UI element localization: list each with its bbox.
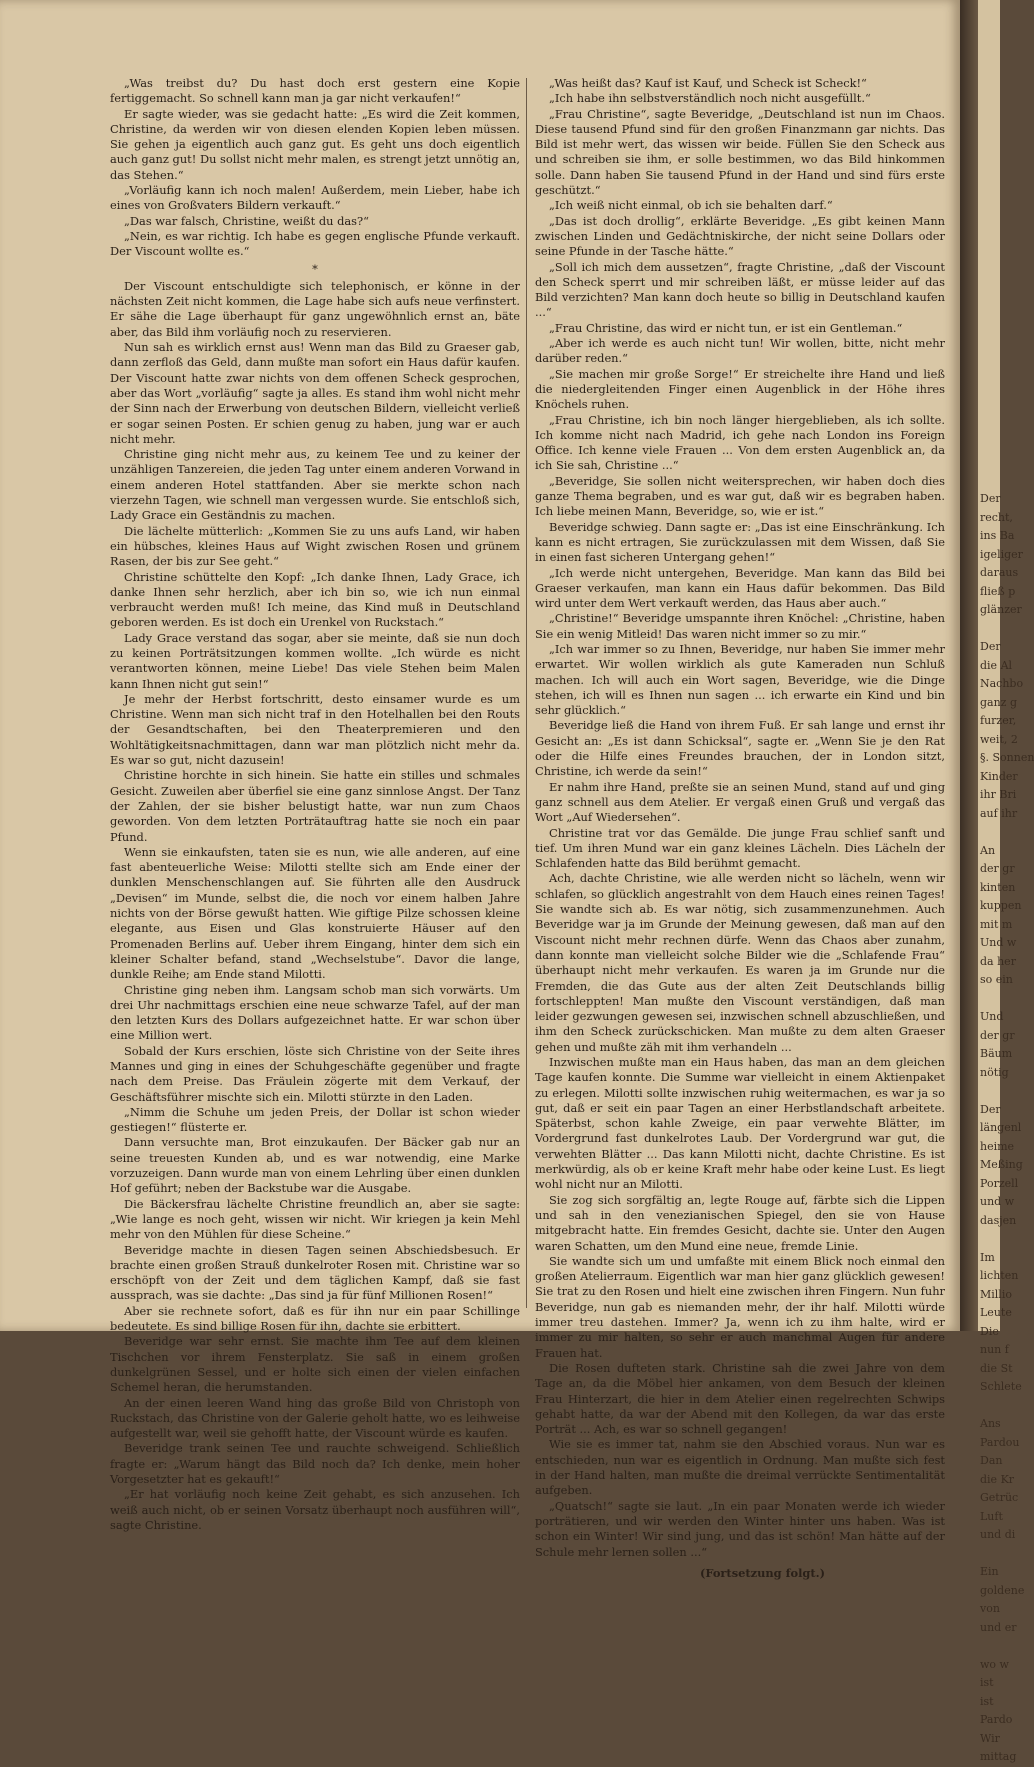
- paragraph: Der Viscount entschuldigte sich telephonisch, er könne in der nächsten Zeit nicht kommen, die Lage habe sich aufs neue verfinstert. Er sähe die Lage überhaupt für ganz ungewöhnlich ernst an, bäte aber, das Bild ihm vorläufig noch zu reservieren.: [110, 278, 520, 339]
- fragment-line: Dan: [980, 1454, 1003, 1467]
- fragment-line: ist: [980, 1694, 994, 1708]
- fragment-line: ihr Bri: [980, 788, 1017, 801]
- paragraph: Die Bäckersfrau lächelte Christine freundlich an, aber sie sagte: „Wie lange es noch geht, wissen wir nicht. Wir kriegen ja kein Mehl mehr von den Mühlen für diese Scheine.“: [110, 1196, 520, 1242]
- right-text-column: [535, 76, 945, 1581]
- fragment-line: der gr: [980, 1028, 1015, 1042]
- section-separator: *: [312, 261, 318, 276]
- paragraph: Beveridge ließ die Hand von ihrem Fuß. Er sah lange und ernst ihr Gesicht an: „Es ist dann Schicksal“, sagte er. „Wenn Sie je den Rat oder die Hilfe eines Freundes brauchen, der in London sitzt, Christine, ich werde da sein!“: [535, 718, 945, 779]
- fragment-line: Der: [980, 492, 1001, 505]
- paragraph: Wenn sie einkaufsten, taten sie es nun, wie alle anderen, auf eine fast abenteuerliche Weise: Milotti stellte sich am Ende einer der dunklen Menschenschlangen auf. Sie führten alle den Ausdruck „Devisen“ im Munde, selbst die, die noch vor einem halben Jahre nichts von der Börse gewußt hatten. Wie giftige Pilze schossen kleine elegante, aus Eisen und Glas konstruierte Häuser auf den Promenaden Berlins auf. Ueber ihrem Eingang, hinter dem sich ein kleiner Schalter befand, stand „Wechselstube“. Davor die lange, dunkle Reihe; am Ende stand Milotti.: [110, 844, 520, 982]
- fragment-line: der gr: [980, 862, 1015, 875]
- fragment-line: Ans: [980, 1417, 1001, 1430]
- fragment-line: mittag: [980, 1750, 1017, 1763]
- fragment-line: die St: [980, 1361, 1013, 1375]
- fragment-line: Meßing: [980, 1158, 1023, 1171]
- paragraph: Christine trat vor das Gemälde. Die junge Frau schlief sanft und tief. Um ihren Mund war ein ganz kleines Lächeln. Dies Lächeln der Schlafenden hatte das Bild berühmt gemacht.: [535, 825, 945, 871]
- fragment-line: und er: [980, 1620, 1017, 1634]
- fragment-line: Nachbo: [980, 677, 1024, 690]
- fragment-line: [980, 1082, 1000, 1101]
- paragraph: Aber sie rechnete sofort, daß es für ihn nur ein paar Schillinge bedeutete. Es sind billige Rosen für ihn, dachte sie erbittert.: [110, 1303, 520, 1334]
- fragment-line: die Kr: [980, 1472, 1015, 1486]
- column-divider: [526, 78, 527, 1308]
- fragment-line: lichten: [980, 1269, 1019, 1282]
- fragment-line: Und w: [980, 936, 1017, 949]
- fragment-line: daraus: [980, 566, 1019, 579]
- paragraph: Inzwischen mußte man ein Haus haben, das man an dem gleichen Tage kaufen konnte. Die Summe war vielleicht in einem Aktienpaket zu erlegen. Milotti sollte inzwischen ruhig weitermachen, es war ja so gut, daß er seit ein paar Tagen an einer Herbstlandschaft arbeitete. Späterbst, schon kahle Zweige, ein paar verwehte Blätter, im Vordergrund fast dunkelrotes Laub. Der Vordergrund war gut, die verwehten Blätter ... Das kann Milotti nicht, dachte Christine. Es ist merkwürdig, als ob er keine Kraft mehr habe oder keine Lust. Es liegt wohl nicht nur an Milotti.: [535, 1055, 945, 1192]
- paragraph: Beveridge schwieg. Dann sagte er: „Das ist eine Einschränkung. Ich kann es nicht ertragen, Sie zurückzulassen mit dem Wissen, daß Sie in einen fast sicheren Untergang gehen!“: [535, 519, 945, 565]
- fragment-line: ins Ba: [980, 529, 1015, 542]
- paragraph: „Christine!“ Beveridge umspannte ihren Knöchel: „Christine, haben Sie ein wenig Mitleid! Das waren nicht immer so zu mir.“: [535, 611, 945, 641]
- fragment-line: weit, 2: [980, 732, 1018, 746]
- paragraph: „Nimm die Schuhe um jeden Preis, der Dollar ist schon wieder gestiegen!“ flüsterte er.: [110, 1104, 520, 1135]
- fragment-line: Kinder: [980, 769, 1018, 783]
- fragment-line: Wir: [980, 1731, 1000, 1745]
- paragraph: Christine ging nicht mehr aus, zu keinem Tee und zu keiner der unzähligen Tanzereien, die jeden Tag unter einem anderen Vorwand in einem anderen Hotel stattfanden. Aber sie merkte schon nach vierzehn Tagen, wie schnell man vergessen wurde. Sie entschloß sich, Lady Grace ein Geständnis zu machen.: [110, 447, 520, 523]
- paragraph: Er nahm ihre Hand, preßte sie an seinen Mund, stand auf und ging ganz schnell aus dem Atelier. Er vergaß einen Gruß und vergaß das Wort „Auf Wiedersehen“.: [535, 779, 945, 825]
- fragment-line: furzer,: [980, 714, 1017, 727]
- fragment-line: [980, 1545, 1000, 1564]
- paragraph: „Sie machen mir große Sorge!“ Er streichelte ihre Hand und ließ die niedergleitenden Finger einen Augenblick in der Höhe ihres Knöchels ruhen.: [535, 366, 945, 412]
- fragment-line: mit m: [980, 917, 1013, 931]
- fragment-line: wo w: [980, 1657, 1009, 1671]
- paragraph: „Ich habe ihn selbstverständlich noch nicht ausgefüllt.“: [549, 91, 871, 106]
- paragraph: „Frau Christine“, sagte Beveridge, „Deutschland ist nun im Chaos. Diese tausend Pfund sind für den großen Finanzmann gar nichts. Das Bild ist mehr wert, das wissen wir beide. Füllen Sie den Scheck aus und schreiben sie ihm, er solle bestimmen, wo das Bild hinkommen solle. Dann haben Sie tausend Pfund in der Hand und sind fürs erste geschützt.“: [535, 106, 945, 198]
- fragment-line: goldene: [980, 1583, 1025, 1597]
- fragment-line: kinten: [980, 880, 1016, 894]
- fragment-line: Schlete: [980, 1380, 1022, 1393]
- fragment-line: von: [980, 1602, 1000, 1615]
- fragment-line: nun f: [980, 1343, 1009, 1356]
- fragment-line: Der: [980, 1102, 1001, 1116]
- fragment-line: längenl: [980, 1121, 1022, 1134]
- fragment-line: [980, 1637, 1000, 1656]
- fragment-line: Millio: [980, 1287, 1012, 1301]
- fragment-line: [980, 823, 1000, 842]
- fragment-line: Getrüc: [980, 1491, 1019, 1504]
- fragment-line: da her: [980, 954, 1016, 968]
- paragraph: Lady Grace verstand das sogar, aber sie meinte, daß sie nun doch zu keinen Porträtsitzungen kommen wollte. „Ich würde es nicht verantworten können, meine Liebe! Das viele Stehen beim Malen kann Ihnen nicht gut sein!“: [110, 630, 520, 691]
- fragment-line: [980, 1397, 1000, 1416]
- fragment-line: igeliger: [980, 547, 1023, 561]
- paragraph: Sie zog sich sorgfältig an, legte Rouge auf, färbte sich die Lippen und sah in den venezianischen Spiegel, den sie von Hause mitgebracht hatte. Ein fremdes Gesicht, dachte sie. Unter den Augen waren Schatten, um den Mund eine neue, fremde Linie.: [535, 1192, 945, 1253]
- fragment-line: und di: [980, 1528, 1016, 1541]
- fragment-line: Porzell: [980, 1176, 1019, 1190]
- page-gutter: [960, 0, 978, 1331]
- paragraph: „Frau Christine, ich bin noch länger hiergeblieben, als ich sollte. Ich komme nicht nach Madrid, ich gehe nach London ins Foreign Office. Ich kenne viele Frauen ... Von dem ersten Augenblick an, da ich Sie sah, Christine ...“: [535, 412, 945, 473]
- paragraph: Wie sie es immer tat, nahm sie den Abschied voraus. Nun war es entschieden, nun war es eigentlich in Ordnung. Man mußte sich fest in der Hand halten, man mußte die dreimal verrückte Sentimentalität aufgeben.: [535, 1437, 945, 1498]
- paragraph: „Aber ich werde es auch nicht tun! Wir wollen, bitte, nicht mehr darüber reden.“: [535, 336, 945, 366]
- fragment-line: Der: [980, 640, 1001, 653]
- paragraph: Christine schüttelte den Kopf: „Ich danke Ihnen, Lady Grace, ich danke Ihnen sehr herzlich, aber ich bin so, wie ich nun einmal verbraucht werden muß! Ich meine, das Kind muß in Deutschland geboren werden. Es ist doch ein Urenkel von Ruckstach.“: [110, 569, 520, 630]
- paragraph: Beveridge trank seinen Tee und rauchte schweigend. Schließlich fragte er: „Warum hängt das Bild noch da? Ich denke, mein hoher Vorgesetzter hat es gekauft!“: [110, 1441, 520, 1487]
- fragment-line: Pardo: [980, 1713, 1013, 1726]
- fragment-line: kuppen: [980, 899, 1022, 912]
- fragment-line: Die: [980, 1324, 999, 1338]
- paragraph: „Er hat vorläufig noch keine Zeit gehabt, es sich anzusehen. Ich weiß auch nicht, ob er seinen Vorsatz überhaupt noch ausführen will“, sagte Christine.: [110, 1487, 520, 1532]
- fragment-line: fließ p: [980, 584, 1016, 598]
- fragment-line: [980, 620, 1000, 639]
- fragment-line: Pardou: [980, 1435, 1020, 1449]
- paragraph: Nun sah es wirklich ernst aus! Wenn man das Bild zu Graeser gab, dann zerfloß das Geld, dann mußte man sofort ein Haus dafür kaufen. Der Viscount hatte zwar nichts von dem offenen Scheck gesprochen, aber das Wort „vorläufig“ sagte ja alles. Es stand ihm wohl nicht mehr der Sinn nach der Erwerbung von deutschen Bildern, vielleicht verließ er sogar seinen Posten. Er schien genug zu haben, jung war er auch nicht mehr.: [110, 340, 520, 446]
- fragment-line: Leute: [980, 1306, 1012, 1319]
- paragraph: Er sagte wieder, was sie gedacht hatte: „Es wird die Zeit kommen, Christine, da werden wir von diesen elenden Kopien leben müssen. Sie gehen ja eigentlich auch ganz gut. Es geht uns doch eigentlich auch ganz gut! Du sollst nicht mehr malen, es strengt jetzt unnötig an, das Stehen.“: [110, 106, 520, 182]
- fragment-line: §. Sonnen: [980, 751, 1034, 764]
- fragment-line: und w: [980, 1195, 1015, 1208]
- fragment-line: Bäum: [980, 1047, 1013, 1060]
- paragraph: „Frau Christine, das wird er nicht tun, er ist ein Gentleman.“: [549, 320, 903, 335]
- paragraph: „Das ist doch drollig“, erklärte Beveridge. „Es gibt keinen Mann zwischen Linden und Gedächtniskirche, der nicht seine Dollars oder seine Pfunde in der Tasche hätte.“: [535, 213, 945, 259]
- paragraph: „Das war falsch, Christine, weißt du das?“: [124, 213, 369, 228]
- paragraph: „Ich werde nicht untergehen, Beveridge. Man kann das Bild bei Graeser verkaufen, man kann ein Haus dafür bekommen. Das Bild wird unter dem Wert verkauft werden, das Haus aber auch.“: [535, 565, 945, 611]
- paragraph: „Nein, es war richtig. Ich habe es gegen englische Pfunde verkauft. Der Viscount wollte es.“: [110, 228, 520, 259]
- adjacent-page-text: [978, 0, 1034, 1767]
- fragment-line: ist: [980, 1676, 994, 1689]
- fragment-line: [980, 1230, 1000, 1249]
- paragraph: Ach, dachte Christine, wie alle werden nicht so lächeln, wenn wir schlafen, so glücklich angestrahlt von dem Hauch eines reinen Tages! Sie wandte sich ab. Es war nötig, sich zusammenzunehmen. Auch Beveridge war ja im Grunde der Meinung gewesen, daß man auf den Viscount nicht mehr rechnen dürfe. Wenn das Chaos aber zunahm, dann konnte man vielleicht solche Bilder wie die „Schlafende Frau“ überhaupt nicht mehr verkaufen. Es waren ja im Grunde nur die Fremden, die das Gute aus der alten Zeit Deutschlands billig fortschleppten! Man mußte den Viscount verständigen, daß man leider gezwungen gewesen sei, inzwischen schnell abzuschließen, und ihm den Scheck zurückschicken. Man mußte zu dem alten Graeser gehen und mußte zäh mit ihm verhandeln ...: [535, 871, 945, 1054]
- paragraph: „Quatsch!“ sagte sie laut. „In ein paar Monaten werde ich wieder porträtieren, und wir werden den Winter hinter uns haben. Was ist schon ein Winter! Wir sind jung, und das ist schön! Man hätte auf der Schule mehr lernen sollen ...“: [535, 1498, 945, 1559]
- fragment-line: heime: [980, 1139, 1015, 1153]
- fragment-line: nötig: [980, 1065, 1009, 1079]
- left-text-column: [110, 76, 520, 1533]
- paragraph: Sobald der Kurs erschien, löste sich Christine von der Seite ihres Mannes und ging in eines der Schuhgeschäfte gegenüber und fragte nach dem Preise. Das Fräulein zögerte mit dem Verkauf, der Geschäftsführer mischte sich ein. Milotti stürzte in den Laden.: [110, 1043, 520, 1104]
- paragraph: „Was heißt das? Kauf ist Kauf, und Scheck ist Scheck!“: [549, 76, 867, 90]
- paragraph: „Ich weiß nicht einmal, ob ich sie behalten darf.“: [549, 198, 833, 213]
- paragraph: „Beveridge, Sie sollen nicht weitersprechen, wir haben doch dies ganze Thema begraben, und es war gut, daß wir es begraben haben. Ich liebe meinen Mann, Beveridge, so, wie er ist.“: [535, 473, 945, 519]
- fragment-line: die Al: [980, 658, 1013, 672]
- fragment-line: so ein: [980, 973, 1013, 986]
- paragraph: Je mehr der Herbst fortschritt, desto einsamer wurde es um Christine. Wenn man sich nicht traf in den Hotelhallen bei den Routs der Gesandtschaften, bei den Theaterpremieren und den Wohltätigkeitsnachmittagen, dann war man plötzlich nicht mehr da. Es war so gut, nicht dazusein!: [110, 691, 520, 768]
- paragraph: An der einen leeren Wand hing das große Bild von Christoph von Ruckstach, das Christine von der Galerie geholt hatte, wo es leihweise aufgestellt war, weil sie gehofft hatte, der Viscount würde es kaufen.: [110, 1395, 520, 1441]
- fragment-line: auf ihr: [980, 806, 1018, 820]
- paragraph: Die Rosen dufteten stark. Christine sah die zwei Jahre von dem Tage an, da die Möbel hier ankamen, von dem Besuch der kleinen Frau Hinterzart, die hier in dem Atelier einen regelrechten Schwips gehabt hatte, da war der Abend mit den Kollegen, da war das erste Porträt ... Ach, es war so schnell gegangen!: [535, 1360, 945, 1437]
- fragment-line: Und: [980, 1010, 1004, 1023]
- fragment-line: Luft: [980, 1509, 1003, 1523]
- paragraph: „Vorläufig kann ich noch malen! Außerdem, mein Lieber, habe ich eines von Großvaters Bildern verkauft.“: [110, 183, 520, 213]
- fragment-line: Im: [980, 1250, 995, 1264]
- fragment-line: [980, 990, 1000, 1009]
- paragraph: Beveridge machte in diesen Tagen seinen Abschiedsbesuch. Er brachte einen großen Strauß dunkelroter Rosen mit. Christine war so erschöpft von der Zeit und dem täglichen Kampf, daß sie fast aussprach, was sie dachte: „Das sind ja für fünf Millionen Rosen!“: [110, 1242, 520, 1303]
- paragraph: Christine ging neben ihm. Langsam schob man sich vorwärts. Um drei Uhr nachmittags erschien eine neue schwarze Tafel, auf der man den letzten Kurs des Dollars aufgezeichnet hatte. Er war schon über eine Million wert.: [110, 982, 520, 1043]
- paragraph: „Ich war immer so zu Ihnen, Beveridge, nur haben Sie immer mehr erwartet. Wir wollen wirklich als gute Kameraden nun Schluß machen. Ich will auch ein Wort sagen, Beveridge, wie die Dinge stehen, ich will es Ihnen nun sagen ... ich erwarte ein Kind und bin sehr glücklich.“: [535, 641, 945, 718]
- fragment-line: An: [980, 843, 996, 857]
- fragment-line: glänzer: [980, 603, 1022, 616]
- fragment-line: Ein: [980, 1565, 999, 1578]
- adjacent-page-fragment: [978, 0, 1034, 1763]
- fragment-line: dasjen: [980, 1213, 1017, 1227]
- paragraph: „Was treibst du? Du hast doch erst gestern eine Kopie fertiggemacht. So schnell kann man ja gar nicht verkaufen!“: [110, 76, 520, 106]
- paragraph: Beveridge war sehr ernst. Sie machte ihm Tee auf dem kleinen Tischchen vor ihrem Fensterplatz. Sie saß in einem großen dunkelgrünen Sessel, und er holte sich einen der vielen einfachen Schemel heran, die herumstanden.: [110, 1334, 520, 1395]
- paragraph: „Soll ich mich dem aussetzen“, fragte Christine, „daß der Viscount den Scheck sperrt und mir schreiben läßt, er müsse leider auf das Bild verzichten? Man kann doch heute so billig in Deutschland kaufen ...“: [535, 259, 945, 320]
- paragraph: Christine horchte in sich hinein. Sie hatte ein stilles und schmales Gesicht. Zuweilen aber überfiel sie eine ganz sinnlose Angst. Der Tanz der Zahlen, der sie bisher belustigt hatte, war nun zum Chaos geworden. Von dem letzten Porträtauftrag hatte sie noch ein paar Pfund.: [110, 768, 520, 844]
- paragraph: Dann versuchte man, Brot einzukaufen. Der Bäcker gab nur an seine treuesten Kunden ab, und es war notwendig, eine Marke vorzuzeigen. Dann wurde man von einem Lehrling über einen dunklen Hof geführt; neben der Backstube war die Ausgabe.: [110, 1135, 520, 1196]
- paragraph: Sie wandte sich um und umfaßte mit einem Blick noch einmal den großen Atelierraum. Eigentlich war man hier ganz glücklich gewesen! Sie trat zu den Rosen und hielt eine zwischen ihren Fingern. Nun fuhr Beveridge, nun gab es niemanden mehr, der ihr half. Milotti würde immer treu dastehen. Immer? Ja, wenn ich zu ihm halte, wird er immer zu mir halten, so sehr er auch manchmal Augen für andere Frauen hat.: [535, 1253, 945, 1360]
- continuation-note: (Fortsetzung folgt.): [699, 1565, 825, 1580]
- paragraph: Die lächelte mütterlich: „Kommen Sie zu uns aufs Land, wir haben ein hübsches, kleines Haus auf Wight zwischen Rosen und grünem Rasen, der bis zur See geht.“: [110, 523, 520, 569]
- fragment-line: recht,: [980, 510, 1013, 524]
- fragment-line: ganz g: [980, 695, 1018, 709]
